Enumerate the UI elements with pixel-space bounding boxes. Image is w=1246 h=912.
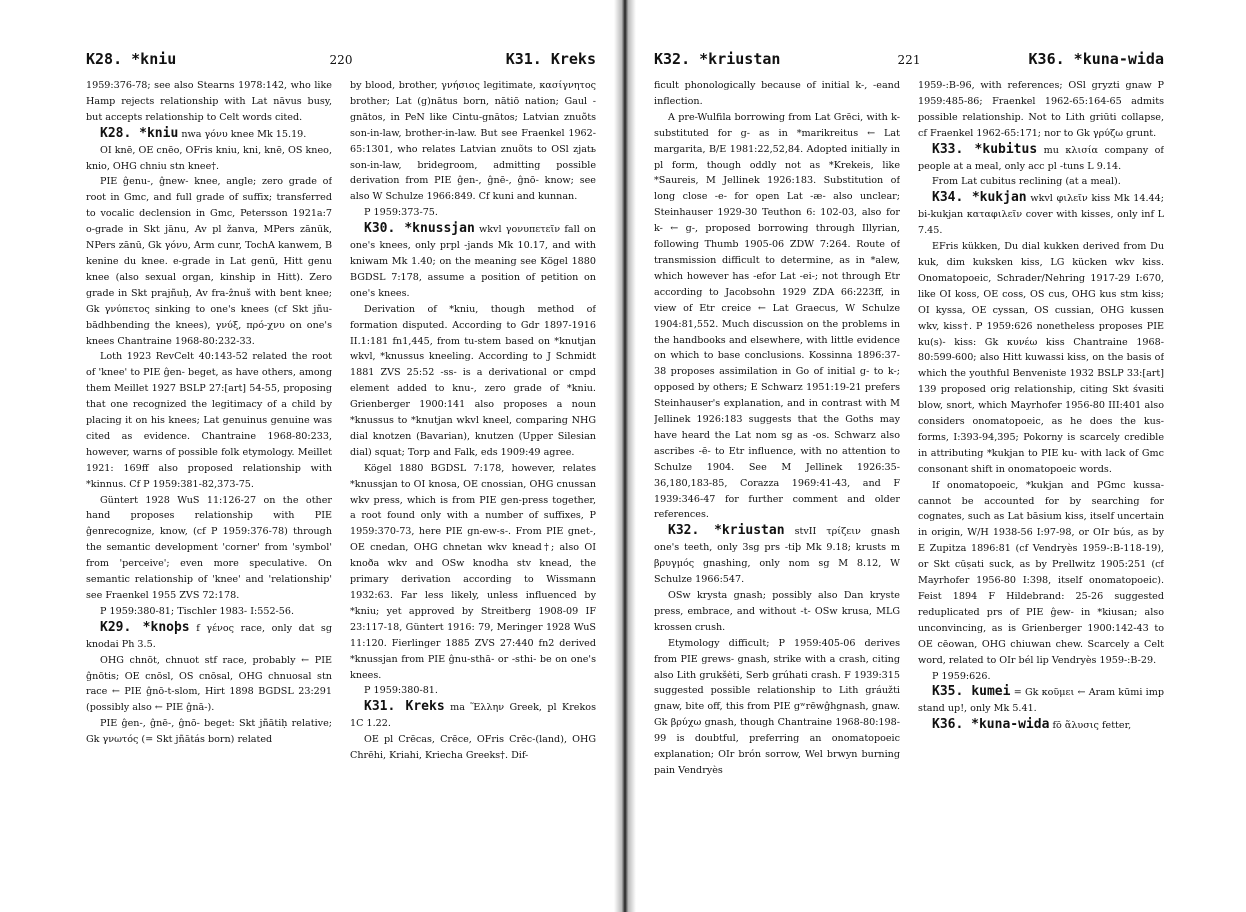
body-paragraph: Derivation of *kniu, though method of formation disputed. According to Gdr 1897-1916 II.1:181 fn1,445, from tu-stem based on *knutjan wkvl, *knussus kneeling. According to J Schmidt 1881 ZVS 25:52 -ss- is a derivational or cmpd element added to knu-, zero grade of *kniu. Grienberger 1900:141 also proposes a noun *knussus to *knutjan wkvl kneel, comparing NHG dial knotzen (Bavarian), knutzen (Upper Silesian dial) squat; Torp and Falk, eds 1909:49 agree. <box>350 303 596 458</box>
entry-gloss: nwa γόνυ knee Mk 15.19. <box>181 128 307 140</box>
reference-line: P 1959:380-81. <box>364 685 438 697</box>
body-paragraph: OHG chnōt, chnuot stf race, probably ← PIE ĝnōtis; OE cnōsl, OS cnōsal, OHG chnuosal stn race ← PIE ĝnō-t-slom, Hirt 1898 BGDSL 23:291 (possibly also ← PIE ĝnā-). <box>86 654 332 714</box>
reference-line: P 1959:626. <box>932 670 991 682</box>
dictionary-entry-heading <box>654 523 900 588</box>
body-paragraph: Kögel 1880 BGDSL 7:178, however, relates *knussjan to OI knosa, OE cnossian, OHG cnussan wkv press, which is from PIE gen-press together, a root found only with a number of suffixes, P 1959:370-73, here PIE gn-ew-s-. From PIE gnet-, OE cnedan, OHG chnetan wkv knead†; also OI knoða wkv and OSw knodha stv knead, the primary derivation according to Wissmann 1932:63. Far less likely, unless influenced by *kniu; yet approved by Streitberg 1908-09 IF 23:117-18, Güntert 1916: 79, Meringer 1928 WuS 11:120. Fierlinger 1885 ZVS 27:440 fn2 derived *knussjan from PIE ĝnu-sthā- or -sthi- be on one's knees. <box>350 462 596 681</box>
entry-lemma: K35. kumei <box>932 684 1011 700</box>
right-page-column-2 <box>918 78 1164 900</box>
entry-gloss: wkvl φιλεῖν kiss Mk 14.44; bi-kukjan καταφιλεῖν cover with kisses, only inf L 7.45. <box>918 193 1164 237</box>
left-page <box>86 50 596 900</box>
entry-gloss: wkvl γονυπετεῖν fall on one's knees, only prpl -jands Mk 10.17, and with kniwam Mk 1.40; on the meaning see Kögel 1880 BGDSL 7:178, assume a position of petition on one's knees. <box>350 224 596 299</box>
entry-gloss: = Gk κοῦμει ← Aram kūmi imp stand up!, only Mk 5.41. <box>918 687 1164 715</box>
entry-gloss: f γένος race, only dat sg knodai Ph 3.5. <box>86 622 332 650</box>
left-page-column-2 <box>350 78 596 900</box>
body-paragraph: Etymology difficult; P 1959:405-06 derives from PIE grews- gnash, strike with a crash, citing also Lith grukšėti, Serb grúhati crash. F 1939:315 suggested possible relationship to Lith gráužti gnaw, bite off, this from PIE gʷrēwĝhgnash, gnaw. Gk βρύχω gnash, though Chantraine 1968-80:198-99 is doubtful, preferring an onomatopoeic explanation; OIr brón sorrow, Wel brwyn burning pain Vendryès <box>654 637 900 776</box>
entry-lemma: K29. *knoþs <box>100 619 190 635</box>
book-spine-gutter <box>614 0 636 912</box>
body-paragraph: 1959-:B-96, with references; OSl gryzti gnaw P 1959:485-86; Fraenkel 1962-65:164-65 admits possible relationship. Not to Lith griūti collapse, cf Fraenkel 1962-65:171; nor to Gk γρύζω grunt. <box>918 80 1164 139</box>
running-head-first-entry: K28. *kniu <box>86 50 177 68</box>
dictionary-entry-heading <box>918 717 1164 734</box>
body-paragraph: Güntert 1928 WuS 11:126-27 on the other hand proposes relationship with PIE ĝenrecognize, know, (cf P 1959:376-78) through the semantic development 'corner' from 'symbol' from 'perceive'; even more speculative. On semantic relationship of 'knee' and 'relationship' see Fraenkel 1955 ZVS 72:178. <box>86 494 332 601</box>
left-page-column-1 <box>86 78 332 900</box>
entry-gloss: mu κλισία company of people at a meal, only acc pl -tuns L 9.14. <box>918 144 1164 172</box>
running-head-last-entry: K31. Kreks <box>505 50 596 68</box>
entry-lemma: K28. *kniu <box>100 125 179 141</box>
right-page <box>654 50 1164 900</box>
body-paragraph: OSw krysta gnash; possibly also Dan kryste press, embrace, and without -t- OSw krusa, MLG krossen crush. <box>654 590 900 633</box>
body-paragraph: OI knē, OE cnēo, OFris kniu, kni, knē, OS kneo, knio, OHG chniu stn knee†. <box>86 144 332 172</box>
entry-lemma: K32. *kriustan <box>668 523 785 539</box>
entry-gloss: fō ἅλυσις fetter, <box>1052 720 1132 732</box>
dictionary-entry-heading <box>918 142 1164 175</box>
reference-line: P 1959:380-81; Tischler 1983- I:552-56. <box>100 605 295 617</box>
body-paragraph: Loth 1923 RevCelt 40:143-52 related the root of 'knee' to PIE ĝen- beget, as have others, among them Meillet 1927 BSLP 27:[art] 54-55, proposing that one recognized the legitimacy of a child by placing it on his knees; Lat genuinus genuine was cited as evidence. Chantraine 1968-80:233, however, warns of possible folk etymology. Meillet 1921: 169ff also proposed relationship with *kinnus. Cf P 1959:381-82,373-75. <box>86 351 332 490</box>
right-page-column-1 <box>654 78 900 900</box>
running-head-right-page <box>654 50 1164 74</box>
dictionary-entry-heading <box>918 684 1164 717</box>
body-paragraph: 1959:376-78; see also Stearns 1978:142, who like Hamp rejects relationship with Lat nāvus busy, but accepts relationship to Celt words cited. <box>86 80 332 123</box>
running-head-first-entry: K32. *kriustan <box>654 50 781 68</box>
body-paragraph: From Lat cubitus reclining (at a meal). <box>932 176 1121 188</box>
body-paragraph: PIE ĝen-, ĝnē-, ĝnō- beget: Skt jñātiḥ relative; Gk γνωτός (= Skt jñātás born) related <box>86 718 332 746</box>
entry-lemma: K30. *knussjan <box>364 221 475 237</box>
entry-lemma: K31. Kreks <box>364 699 445 715</box>
body-paragraph: A pre-Wulfila borrowing from Lat Grēci, with k- substituted for g- as in *marikreitus ← Lat margarita, B/E 1981:22,52,84. Adopted initially in pl form, though oddly not as *Krekeis, like *Saureis, M Jellinek 1926:183. Substitution of long close -e- for open Lat -æ- also unclear; Steinhauser 1929-30 Teuthon 6: 102-03, also for k- ← g-, proposed borrowing through Illyrian, following Thumb 1905-06 ZDW 7:264. Route of transmission difficult to determine, as in *alew, which however has -efor Lat -ei-; not through Etr according to Jacobsohn 1929 ZDA 66:223ff, in view of Etr creice ← Lat Graecus, W Schulze 1904:81,552. Much discussion on the problems in the handbooks and elsewhere, with little evidence on which to base conclusions. Kossinna 1896:37-38 proposes assimilation in Go of initial g- to k-; opposed by others; E Schwarz 1951:19-21 prefers Steinhauser's explanation, and in contrast with M Jellinek 1926:183 suggests that the Goths may have heard the Lat nom sg as -os. Schwarz also ascribes -ē- to Etr influence, with no attention to Schulze 1904. See M Jellinek 1926:35-36,180,183-85, Corazza 1969:41-43, and F 1939:346-47 for further comment and older references. <box>654 111 900 521</box>
body-paragraph: ficult phonologically because of initial k-, -eand inflection. <box>654 80 900 107</box>
entry-lemma: K36. *kuna-wida <box>932 717 1050 733</box>
entry-lemma: K33. *kubitus <box>932 141 1038 157</box>
running-head-last-entry: K36. *kuna-wida <box>1028 50 1164 68</box>
entry-gloss: stvII τρίζειν gnash one's teeth, only 3sg prs -tiþ Mk 9.18; krusts m βρυγμός gnashing, only nom sg M 8.12, W Schulze 1966:547. <box>654 526 900 586</box>
dictionary-entry-heading <box>350 221 596 302</box>
reference-line: P 1959:373-75. <box>364 207 438 219</box>
page-number: 221 <box>897 53 921 67</box>
body-paragraph: If onomatopoeic, *kukjan and PGmc kussa- cannot be accounted for by searching for cognates, such as Lat bāsium kiss, itself uncertain in origin, W/H 1938-56 I:97-98, or OIr bús, as by E Zupitza 1896:81 (cf Vendryès 1959-:B-118-19), or Skt cūṣati suck, as by Prellwitz 1905:251 (cf Mayrhofer 1956-80 I:398, itself onomatopoeic). Feist 1894 F Hildebrand: 25-26 suggested reduplicated prs of PIE ĝew- in *kiusan; also unconvincing, as is Grienberger 1900:142-43 to OE cēowan, OHG chiuwan chew. Scarcely a Celt word, related to OIr bél lip Vendryès 1959-:B-29. <box>918 479 1164 666</box>
dictionary-entry-heading <box>350 699 596 732</box>
running-head-left-page <box>86 50 596 74</box>
dictionary-entry-heading <box>918 190 1164 239</box>
dictionary-entry-heading <box>86 126 332 143</box>
dictionary-entry-heading <box>86 620 332 653</box>
page-number: 220 <box>329 53 353 67</box>
body-paragraph: EFris kükken, Du dial kukken derived from Du kuk, dim kuksken kiss, LG kücken wkv kiss. Onomatopoeic, Schrader/Nehring 1917-29 I:670, like OI koss, OE coss, OS cus, OHG kus stm kiss; OI kyssa, OE cyssan, OS cussian, OHG kussen wkv, kiss†. P 1959:626 nonetheless proposes PIE ku(s)- kiss: Gk κυνέω kiss Chantraine 1968-80:599-600; also Hitt kuwassi kiss, on the basis of which the youthful Benveniste 1932 BSLP 33:[art] 139 proposed orig relationship, citing Skt śvasiti blow, snort, which Mayrhofer 1956-80 III:401 also considers onomatopoeic, as he does the kus- forms, I:393-94,395; Pokorny is scarcely credible in attributing *kukjan to PIE ku- with lack of Gmc consonant shift in onomatopoeic words. <box>918 241 1164 475</box>
entry-gloss: ma Ἕλλην Greek, pl Krekos 1C 1.22. <box>350 702 596 730</box>
body-paragraph: OE pl Crēcas, Crēce, OFris Crēc-(land), OHG Chrēhi, Kriahi, Kriecha Greeks†. Dif- <box>350 734 596 762</box>
body-paragraph: by blood, brother, γνήσιος legitimate, κασίγνητος brother; Lat (g)nātus born, nātiō nation; Gaul -gnātos, in PeN like Cintu-gnātos; Latvian znuõts son-in-law, brother-in-law. But see Fraenkel 1962-65:1301, who relates Latvian znuõts to OSl zjatь son-in-law, bridegroom, admitting possible derivation from PIE ĝen-, ĝnē-, ĝnō- know; see also W Schulze 1966:849. Cf kuni and kunnan. <box>350 80 596 203</box>
body-paragraph: PIE ĝenu-, ĝnew- knee, angle; zero grade of root in Gmc, and full grade of suffix; transferred to vocalic declension in Gmc, Petersson 1921a:7 o-grade in Skt jānu, Av pl žanva, MPers zānūk, NPers zānū, Gk γόνυ, Arm cunr, TochA kanwem, B kenine du knee. e-grade in Lat genū, Hitt genu knee (also sexual organ, kinship in Hitt). Zero grade in Skt prajñuḥ, Av fra-ẑnuš with bent knee; Gk γνύπετος sinking to one's knees (cf Skt jñu-bādhbending the knees), γνύξ, πρό-χνυ on one's knees Chantraine 1968-80:232-33. <box>86 176 332 347</box>
entry-lemma: K34. *kukjan <box>932 190 1027 206</box>
